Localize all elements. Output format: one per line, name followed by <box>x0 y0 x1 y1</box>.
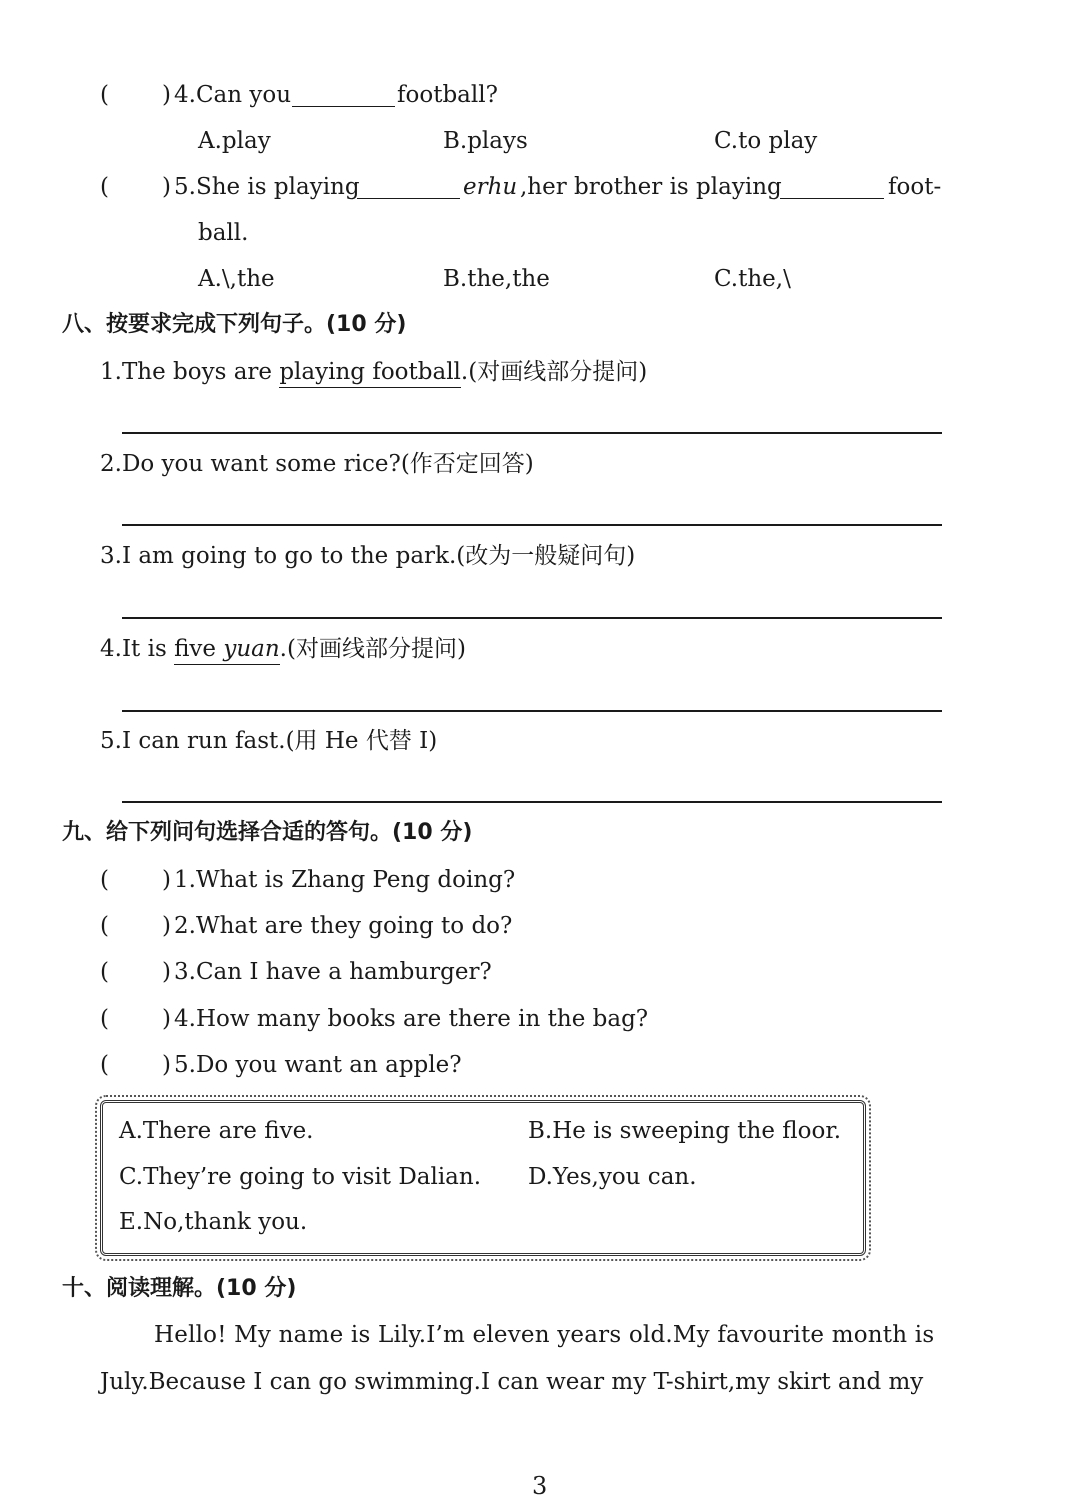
q5-stem-wrap: ball. <box>198 220 249 246</box>
section8-title: 八、按要求完成下列句子。(10 分) <box>62 312 407 337</box>
s9-q5-paren-close: ) <box>162 1052 171 1078</box>
s8-item2: 2.Do you want some rice?(作否定回答) <box>100 451 534 477</box>
s8-item4-underlined-text: five <box>174 636 224 662</box>
s9-q2-paren-close: ) <box>162 913 171 939</box>
page-number: 3 <box>532 1472 548 1500</box>
s9-q3-paren-open: ( <box>100 959 109 985</box>
q5-option-b: B.the,the <box>443 266 550 292</box>
s8-item1-after: .(对画线部分提问) <box>460 359 648 385</box>
s8-answer-line-2 <box>122 524 942 526</box>
s8-item5: 5.I can run fast.(用 He 代替 I) <box>100 728 438 754</box>
q5-paren-close: ) <box>162 174 171 200</box>
s8-item4 <box>100 634 466 664</box>
s8-item4-before: 4.It is <box>100 636 175 662</box>
s9-q1-paren-open: ( <box>100 867 109 893</box>
s9-q3-paren-close: ) <box>162 959 171 985</box>
q5-option-a: A.\,the <box>198 266 275 292</box>
s8-answer-line-3 <box>122 617 942 619</box>
s9-q5-paren-open: ( <box>100 1052 109 1078</box>
s9-q4-paren-close: ) <box>162 1006 171 1032</box>
q4-option-b: B.plays <box>443 128 528 154</box>
q5-blank-2 <box>780 176 884 199</box>
q4-paren-close: ) <box>162 82 171 108</box>
s8-item4-after: .(对画线部分提问) <box>279 636 466 662</box>
s9-question-2: 2.What are they going to do? <box>174 913 513 939</box>
s9-question-4: 4.How many books are there in the bag? <box>174 1006 649 1032</box>
s9-q1-paren-close: ) <box>162 867 171 893</box>
answer-a: A.There are five. <box>119 1118 314 1144</box>
reading-line-2: July.Because I can go swimming.I can wear my T-shirt,my skirt and my <box>100 1369 924 1395</box>
q5-paren-open: ( <box>100 174 109 200</box>
answer-c: C.They’re going to visit Dalian. <box>119 1164 482 1190</box>
s8-item1 <box>100 357 647 387</box>
answer-d: D.Yes,you can. <box>528 1164 697 1190</box>
s9-question-3: 3.Can I have a hamburger? <box>174 959 492 985</box>
s9-q4-paren-open: ( <box>100 1006 109 1032</box>
q5-stem-mid: ,her brother is playing <box>520 174 782 200</box>
s8-item1-before: 1.The boys are <box>100 359 280 385</box>
section10-title: 十、阅读理解。(10 分) <box>62 1276 297 1301</box>
s8-item4-underlined-italic: yuan <box>223 636 280 662</box>
q4-blank <box>292 84 395 107</box>
answer-b: B.He is sweeping the floor. <box>528 1118 842 1144</box>
q5-stem-after: foot- <box>888 174 942 200</box>
q4-option-c: C.to play <box>714 128 818 154</box>
q5-stem-before: 5.She is playing <box>174 174 360 200</box>
reading-line-1: Hello! My name is Lily.I’m eleven years old.My favourite month is <box>154 1322 935 1348</box>
q5-stem-italic: erhu <box>463 174 518 200</box>
s8-item4-underlined <box>174 636 280 665</box>
answer-e: E.No,thank you. <box>119 1209 308 1235</box>
s9-question-1: 1.What is Zhang Peng doing? <box>174 867 516 893</box>
s8-item3: 3.I am going to go to the park.(改为一般疑问句) <box>100 543 636 569</box>
q5-blank-1 <box>357 176 460 199</box>
q4-paren-open: ( <box>100 82 109 108</box>
q4-stem-after: football? <box>397 82 498 108</box>
q4-stem-before: 4.Can you <box>174 82 292 108</box>
s8-answer-line-5 <box>122 801 942 803</box>
q5-option-c: C.the,\ <box>714 266 791 292</box>
s9-question-5: 5.Do you want an apple? <box>174 1052 462 1078</box>
s9-q2-paren-open: ( <box>100 913 109 939</box>
section9-title: 九、给下列问句选择合适的答句。(10 分) <box>62 820 473 845</box>
s8-answer-line-4 <box>122 710 942 712</box>
s8-answer-line-1 <box>122 432 942 434</box>
q4-option-a: A.play <box>198 128 271 154</box>
s8-item1-underlined: playing football <box>279 359 461 388</box>
